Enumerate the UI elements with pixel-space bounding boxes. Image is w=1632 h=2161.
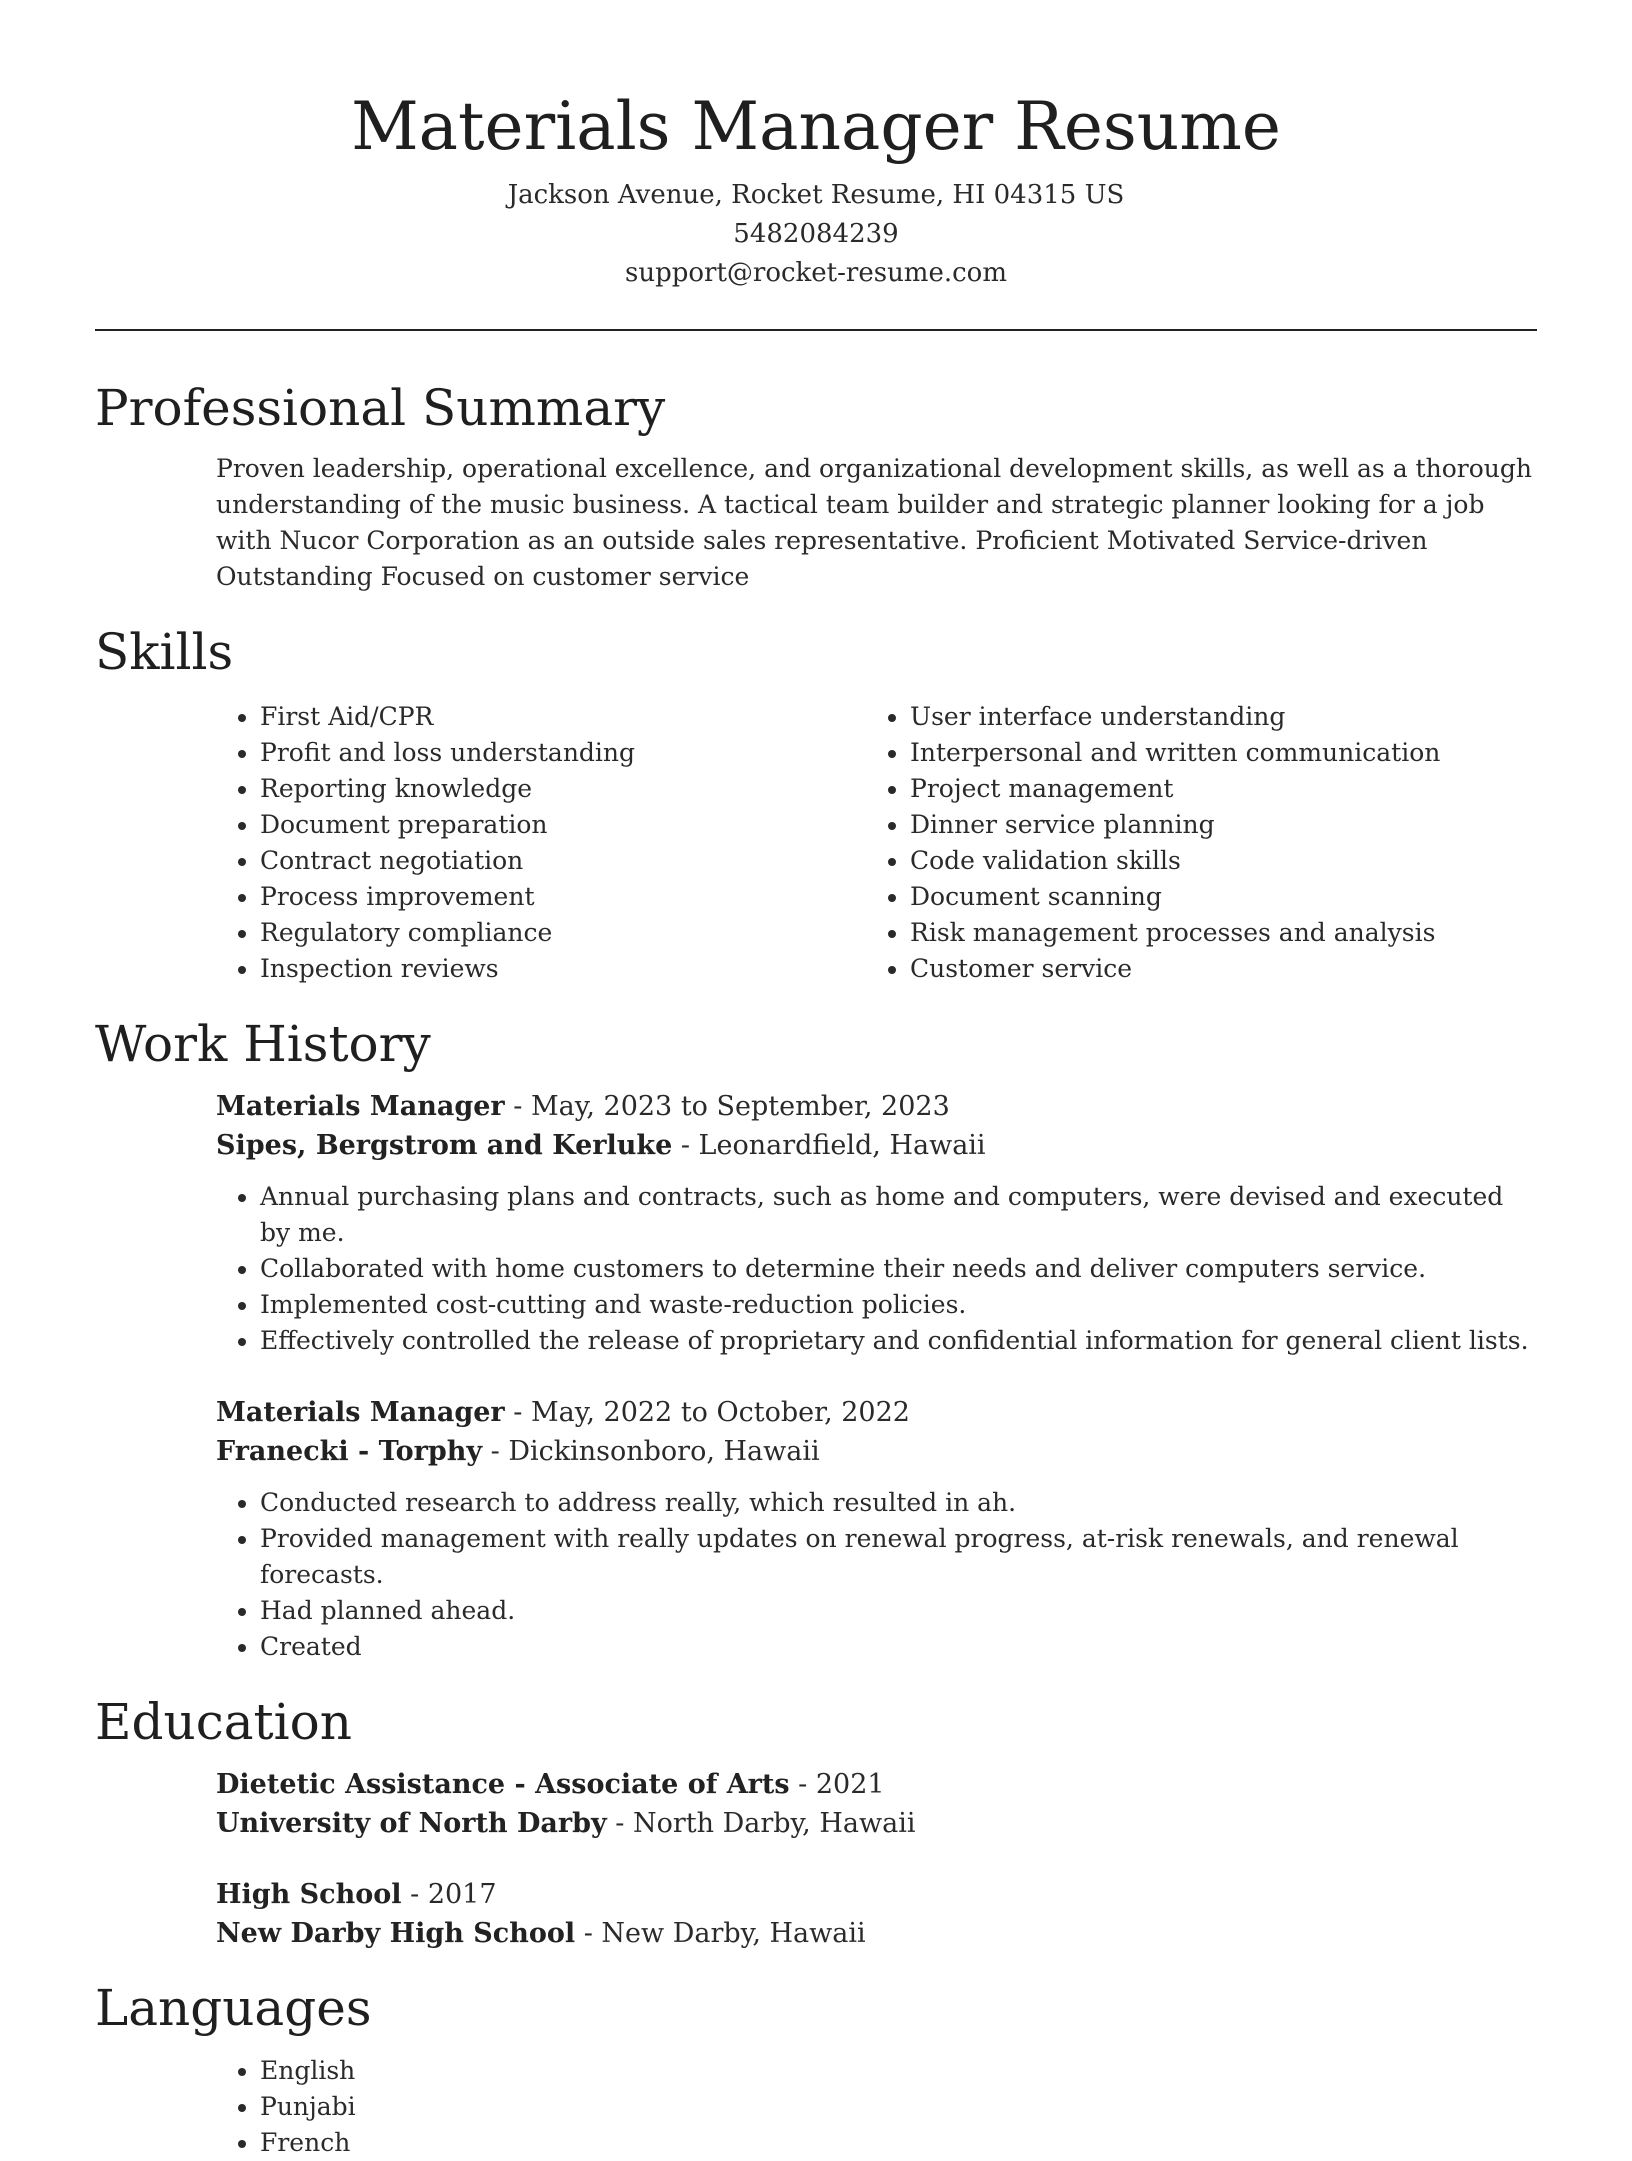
skill-item: • Code validation skills — [910, 843, 1516, 879]
job-responsibilities — [216, 1179, 1537, 1359]
skill-item: • Risk management processes and analysis — [910, 915, 1516, 951]
job-bullet: • Created — [260, 1629, 1537, 1665]
graduation-year: - 2021 — [789, 1769, 885, 1800]
job-entry — [216, 1393, 1537, 1665]
degree-line — [216, 1875, 1537, 1914]
school-name: New Darby High School — [216, 1918, 576, 1949]
job-entry — [216, 1087, 1537, 1359]
job-location: - Leonardfield, Hawaii — [672, 1130, 986, 1161]
job-dates: - May, 2022 to October, 2022 — [504, 1397, 910, 1428]
section-title-summary: Professional Summary — [95, 379, 666, 437]
job-company-line — [216, 1432, 1537, 1471]
section-title-work-history: Work History — [95, 1015, 431, 1073]
job-bullet: • Annual purchasing plans and contracts, such as home and computers, were devised and executed by me. — [260, 1179, 1537, 1251]
degree-line — [216, 1765, 1537, 1804]
skill-item: • Dinner service planning — [910, 807, 1516, 843]
job-bullet: • Implemented cost-cutting and waste-reduction policies. — [260, 1287, 1537, 1323]
school-line — [216, 1914, 1537, 1953]
languages-body — [216, 2053, 1537, 2161]
resume-page — [95, 0, 1537, 2161]
job-role: Materials Manager — [216, 1397, 505, 1428]
job-company: Sipes, Bergstrom and Kerluke — [216, 1130, 673, 1161]
skill-item: • Inspection reviews — [260, 951, 866, 987]
skill-item: • Process improvement — [260, 879, 866, 915]
language-item: • Punjabi — [260, 2089, 1537, 2125]
job-location: - Dickinsonboro, Hawaii — [482, 1436, 820, 1467]
header-divider — [95, 329, 1537, 331]
resume-header — [95, 0, 1537, 293]
work-history-section — [95, 1011, 1537, 1665]
language-item: • English — [260, 2053, 1537, 2089]
education-section — [95, 1689, 1537, 1953]
skills-section — [95, 619, 1537, 987]
skill-item: • Profit and loss understanding — [260, 735, 866, 771]
job-role: Materials Manager — [216, 1091, 505, 1122]
school-line — [216, 1804, 1537, 1843]
email-address: support@rocket-resume.com — [624, 258, 1007, 288]
summary-text: Proven leadership, operational excellence, and organizational development skills, as well as a thorough understanding of the music business. A tactical team builder and strategic planner looking for a job with Nucor Corporation as an outside sales representative. Proficient Motivated Service-driven Outstanding Focused on customer service — [216, 454, 1532, 591]
job-bullet: • Collaborated with home customers to determine their needs and deliver computers service. — [260, 1251, 1537, 1287]
resume-title: Materials Manager Resume — [351, 88, 1281, 165]
skill-item: • Customer service — [910, 951, 1516, 987]
job-responsibilities — [216, 1485, 1537, 1665]
school-location: - North Darby, Hawaii — [606, 1808, 916, 1839]
skill-item: • Contract negotiation — [260, 843, 866, 879]
school-name: University of North Darby — [216, 1808, 607, 1839]
graduation-year: - 2017 — [401, 1879, 497, 1910]
skill-item: • Interpersonal and written communication — [910, 735, 1516, 771]
skills-grid — [216, 699, 1537, 987]
education-entry — [216, 1875, 1537, 1953]
phone-number: 5482084239 — [733, 219, 899, 249]
job-bullet: • Effectively controlled the release of proprietary and confidential information for general client lists. — [260, 1323, 1537, 1359]
job-bullet: • Had planned ahead. — [260, 1593, 1537, 1629]
skill-item: • Project management — [910, 771, 1516, 807]
skill-item: • Regulatory compliance — [260, 915, 866, 951]
section-title-education: Education — [95, 1693, 352, 1751]
skills-column-right — [866, 699, 1516, 987]
languages-list — [216, 2053, 1537, 2161]
skill-item: • User interface understanding — [910, 699, 1516, 735]
address: Jackson Avenue, Rocket Resume, HI 04315 US — [507, 180, 1125, 210]
job-title-line — [216, 1393, 1537, 1432]
job-title-line — [216, 1087, 1537, 1126]
section-title-skills: Skills — [95, 623, 234, 681]
job-bullet: • Provided management with really updates on renewal progress, at-risk renewals, and renewal forecasts. — [260, 1521, 1537, 1593]
education-entry — [216, 1765, 1537, 1843]
skill-item: • Reporting knowledge — [260, 771, 866, 807]
skills-list-right — [866, 699, 1516, 987]
job-bullet: • Conducted research to address really, which resulted in ah. — [260, 1485, 1537, 1521]
skill-item: • Document preparation — [260, 807, 866, 843]
school-location: - New Darby, Hawaii — [575, 1918, 866, 1949]
section-title-languages: Languages — [95, 1979, 372, 2037]
languages-section — [95, 1975, 1537, 2161]
skills-list-left — [216, 699, 866, 987]
skill-item: • First Aid/CPR — [260, 699, 866, 735]
language-item: • French — [260, 2125, 1537, 2161]
professional-summary-section — [95, 375, 1537, 595]
skills-column-left — [216, 699, 866, 987]
job-dates: - May, 2023 to September, 2023 — [504, 1091, 950, 1122]
degree: High School — [216, 1879, 402, 1910]
skill-item: • Document scanning — [910, 879, 1516, 915]
job-company-line — [216, 1126, 1537, 1165]
degree: Dietetic Assistance - Associate of Arts — [216, 1769, 790, 1800]
job-company: Franecki - Torphy — [216, 1436, 483, 1467]
